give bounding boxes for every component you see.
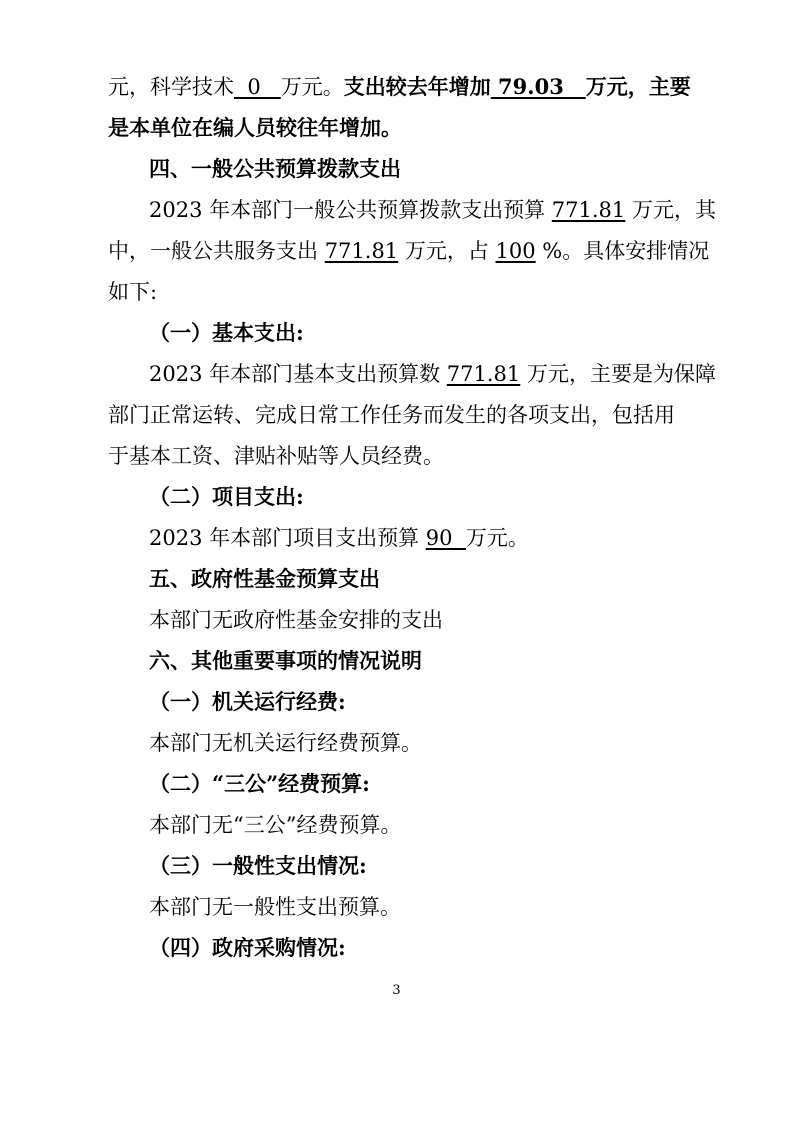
- text-segment: 万元。: [280, 75, 344, 99]
- paragraph-line-8: [149, 360, 716, 388]
- paragraph-line-12: [149, 524, 529, 552]
- paragraph-line-5: [108, 237, 709, 265]
- section-heading-6: 六、其他重要事项的情况说明: [149, 648, 422, 673]
- section-heading-5: 五、政府性基金预算支出: [149, 566, 380, 591]
- bold-text-segment: 支出较去年增加: [343, 74, 491, 99]
- paragraph-line-6: 如下:: [108, 280, 158, 304]
- text-segment: 2023 年本部门基本支出预算数: [149, 362, 447, 386]
- underlined-value: 100: [495, 239, 536, 263]
- text-segment: 万元，其: [625, 198, 716, 222]
- subsection-heading-general: （三）一般性支出情况:: [149, 853, 367, 878]
- paragraph-line-1: [108, 73, 691, 101]
- text-segment: 2023 年本部门一般公共预算拨款支出预算: [149, 198, 552, 222]
- section-heading-4: 四、一般公共预算拨款支出: [149, 156, 401, 181]
- text-segment: 万元，占: [398, 239, 496, 263]
- paragraph-line-19: 本部门无“三公”经费预算。: [149, 813, 402, 837]
- page-number: 3: [392, 983, 401, 998]
- subsection-heading-project: （二）项目支出:: [149, 484, 304, 509]
- subsection-heading-basic: （一）基本支出:: [149, 320, 304, 345]
- paragraph-line-4: [149, 196, 716, 224]
- bold-text-segment: 万元，主要: [585, 74, 691, 99]
- text-segment: 中，一般公共服务支出: [108, 239, 325, 263]
- subsection-heading-operating: （一）机关运行经费:: [149, 689, 346, 714]
- paragraph-line-21: 本部门无一般性支出预算。: [149, 895, 401, 919]
- paragraph-line-2: 是本单位在编人员较往年增加。: [108, 115, 402, 140]
- text-segment: %。具体安排情况: [535, 239, 710, 263]
- subsection-heading-three-public: （二）“三公”经费预算:: [149, 771, 370, 796]
- underlined-value: 0: [234, 75, 281, 99]
- underlined-value: 771.81: [446, 362, 521, 386]
- text-segment: 2023 年本部门项目支出预算: [149, 526, 426, 550]
- text-segment: 万元。: [465, 526, 529, 550]
- text-segment: 万元，主要是为保障: [520, 362, 716, 386]
- paragraph-line-9: 部门正常运转、完成日常工作任务而发生的各项支出，包括用: [108, 403, 675, 427]
- paragraph-line-14: 本部门无政府性基金安排的支出: [149, 608, 443, 632]
- underlined-bold-value: 79.03: [490, 74, 586, 99]
- subsection-heading-procurement: （四）政府采购情况:: [149, 935, 346, 960]
- text-segment: 元，科学技术: [108, 75, 234, 99]
- paragraph-line-17: 本部门无机关运行经费预算。: [149, 731, 422, 755]
- underlined-value: 90: [425, 526, 466, 550]
- paragraph-line-10: 于基本工资、津贴补贴等人员经费。: [108, 444, 444, 468]
- underlined-value: 771.81: [324, 239, 399, 263]
- underlined-value: 771.81: [551, 198, 626, 222]
